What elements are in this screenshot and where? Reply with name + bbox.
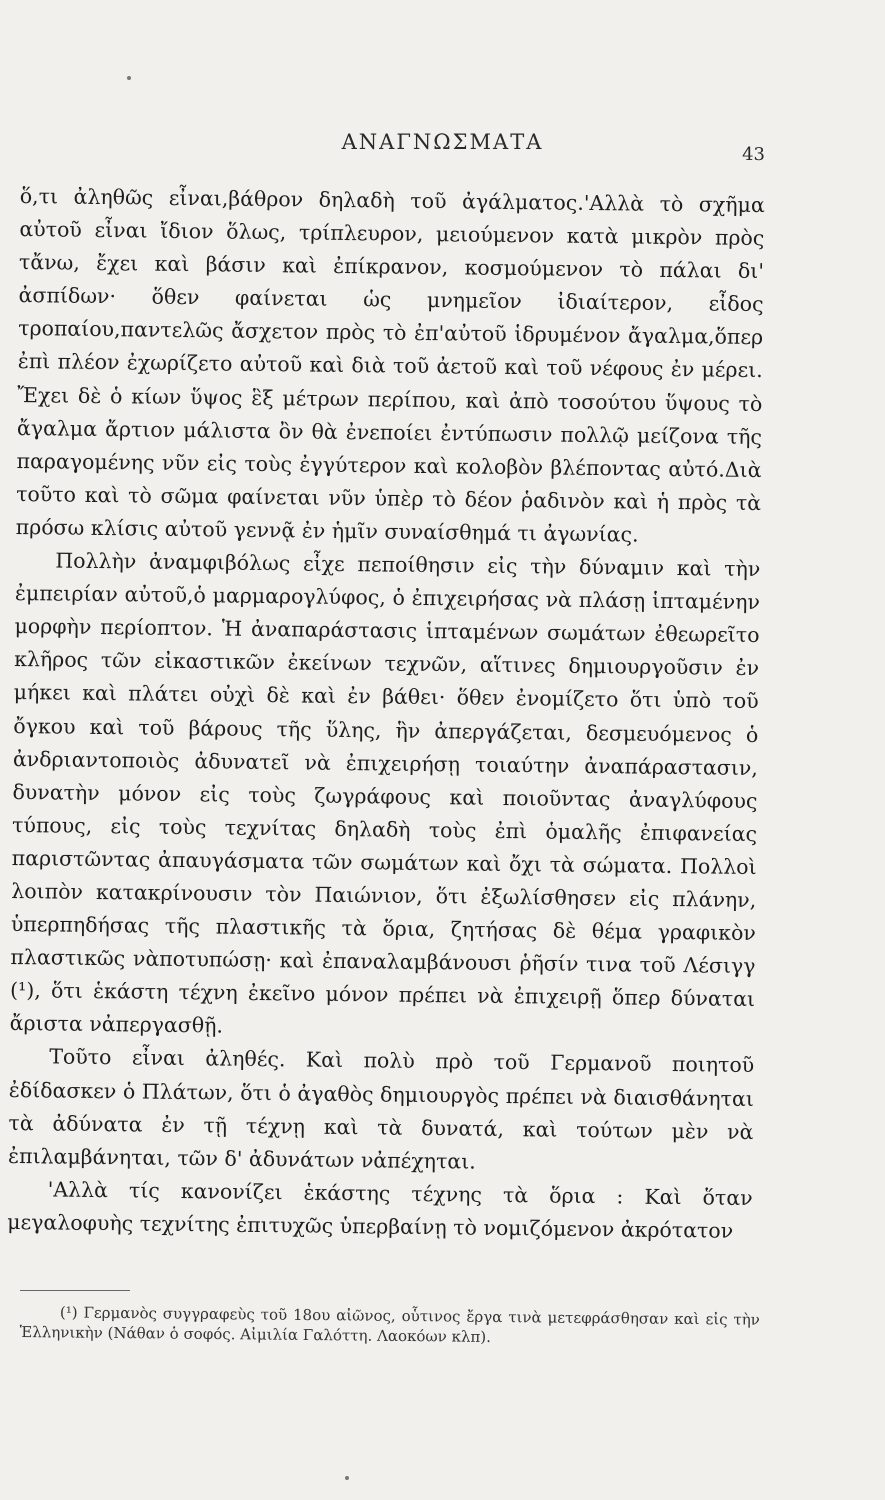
footnote: (¹) Γερμανὸς συγγραφεὺς τοῦ 18ου αἰῶνος, οὗτινος ἔργα τινὰ μετεφράσθησαν καὶ εἰς τὴν Ἑλληνικὴν (Νάθαν ὁ σοφός. Αἰμιλία Γαλόττη. Λαοκόων κλπ). [19,1303,760,1346]
footnote-rule [20,1290,130,1291]
running-title: ΑΝΑΓΝΩΣΜΑΤΑ [341,130,544,154]
page-number: 43 [742,144,765,165]
page-header [0,130,885,165]
paragraph: ὅ,τι ἀληθῶς εἶναι,βάθρον δηλαδὴ τοῦ ἀγάλματος.'Αλλὰ τὸ σχῆμα αὐτοῦ εἶναι ἴδιον ὅλως, τρίπλευρον, μειούμενον κατὰ μικρὸν πρὸς τἄνω, ἔχει καὶ βάσιν καὶ ἐπίκρανον, κοσμούμενον τὸ πάλαι δι' ἀσπίδων· ὅθεν φαίνεται ὡς μνημεῖον ἰδιαίτερον, εἶδος τροπαίου,παντελῶς ἄσχετον πρὸς τὸ ἐπ'αὐτοῦ ἱδρυμένον ἄγαλμα,ὅπερ ἐπὶ πλέον ἐχωρίζετο αὐτοῦ καὶ διὰ τοῦ ἀετοῦ καὶ τοῦ νέφους ἐν μέρει. Ἔχει δὲ ὁ κίων ὕψος ἓξ μέτρων περίπου, καὶ ἀπὸ τοσούτου ὕψους τὸ ἄγαλμα ἄρτιον μάλιστα ὂν θὰ ἐνεποίει ἐντύπωσιν πολλῷ μείζονα τῆς παραγομένης νῦν εἰς τοὺς ἐγγύτερον καὶ κολοβὸν βλέποντας αὐτό.Διὰ τοῦτο καὶ τὸ σῶμα φαίνεται νῦν ὑπὲρ τὸ δέον ῥαδινὸν καὶ ἡ πρὸς τὰ πρόσω κλίσις αὐτοῦ γεννᾷ ἐν ἡμῖν συναίσθημά τι ἀγωνίας. [15,183,765,547]
paragraph: 'Αλλὰ τίς κανονίζει ἑκάστης τέχνης τὰ ὅρια : Καὶ ὅταν μεγαλοφυὴς τεχνίτης ἐπιτυχῶς ὑπερβαίνῃ τὸ νομιζόμενον ἀκρότατον [7,1177,753,1243]
paragraph: Τοῦτο εἶναι ἀληθές. Καὶ πολὺ πρὸ τοῦ Γερμανοῦ ποιητοῦ ἐδίδασκεν ὁ Πλάτων, ὅτι ὁ ἀγαθὸς δημιουργὸς πρέπει νὰ διαισθάνηται τὰ ἀδύνατα ἐν τῇ τέχνῃ καὶ τὰ δυνατά, καὶ τούτων μὲν νὰ ἐπιλαμβάνηται, τῶν δ' ἀδυνάτων νἀπέχηται. [7,1044,755,1174]
print-speck [345,1476,349,1480]
paragraph: Πολλὴν ἀναμφιβόλως εἶχε πεποίθησιν εἰς τὴν δύναμιν καὶ τὴν ἐμπειρίαν αὐτοῦ,ὁ μαρμαρογλύφος, ὁ ἐπιχειρήσας νὰ πλάσῃ ἱπταμένην μορφὴν περίοπτον. Ἡ ἀναπαράστασις ἱπταμένων σωμάτων ἐθεωρεῖτο κλῆρος τῶν εἰκαστικῶν ἐκείνων τεχνῶν, αἵτινες δημιουργοῦσιν ἐν μήκει καὶ πλάτει οὐχὶ δὲ καὶ ἐν βάθει· ὅθεν ἐνομίζετο ὅτι ὑπὸ τοῦ ὄγκου καὶ τοῦ βάρους τῆς ὕλης, ἣν ἀπεργάζεται, δεσμευόμενος ὁ ἀνδριαντοποιὸς ἀδυνατεῖ νὰ ἐπιχειρήσῃ τοιαύτην ἀναπάραστασιν, δυνατὴν μόνον εἰς τοὺς ζωγράφους καὶ ποιοῦντας ἀναγλύφους τύπους, εἰς τοὺς τεχνίτας δηλαδὴ τοὺς ἐπὶ ὁμαλῆς ἐπιφανείας παριστῶντας ἀπαυγάσματα τῶν σωμάτων καὶ ὄχι τὰ σώματα. Πολλοὶ λοιπὸν κατακρίνουσιν τὸν Παιώνιον, ὅτι ἐξωλίσθησεν εἰς πλάνην, ὑπερπηδήσας τῆς πλαστικῆς τὰ ὅρια, ζητήσας δὲ θέμα γραφικὸν πλαστικῶς νὰποτυπώσῃ· καὶ ἐπαναλαμβάνουσι ῥῆσίν τινα τοῦ Λέσιγγ (¹), ὅτι ἑκάστη τέχνη ἐκεῖνο μόνον πρέπει νὰ ἐπιχειρῇ ὅπερ δύναται ἄριστα νἀπεργασθῇ. [9,548,761,1038]
print-speck [127,76,131,80]
body-text [7,180,765,1248]
